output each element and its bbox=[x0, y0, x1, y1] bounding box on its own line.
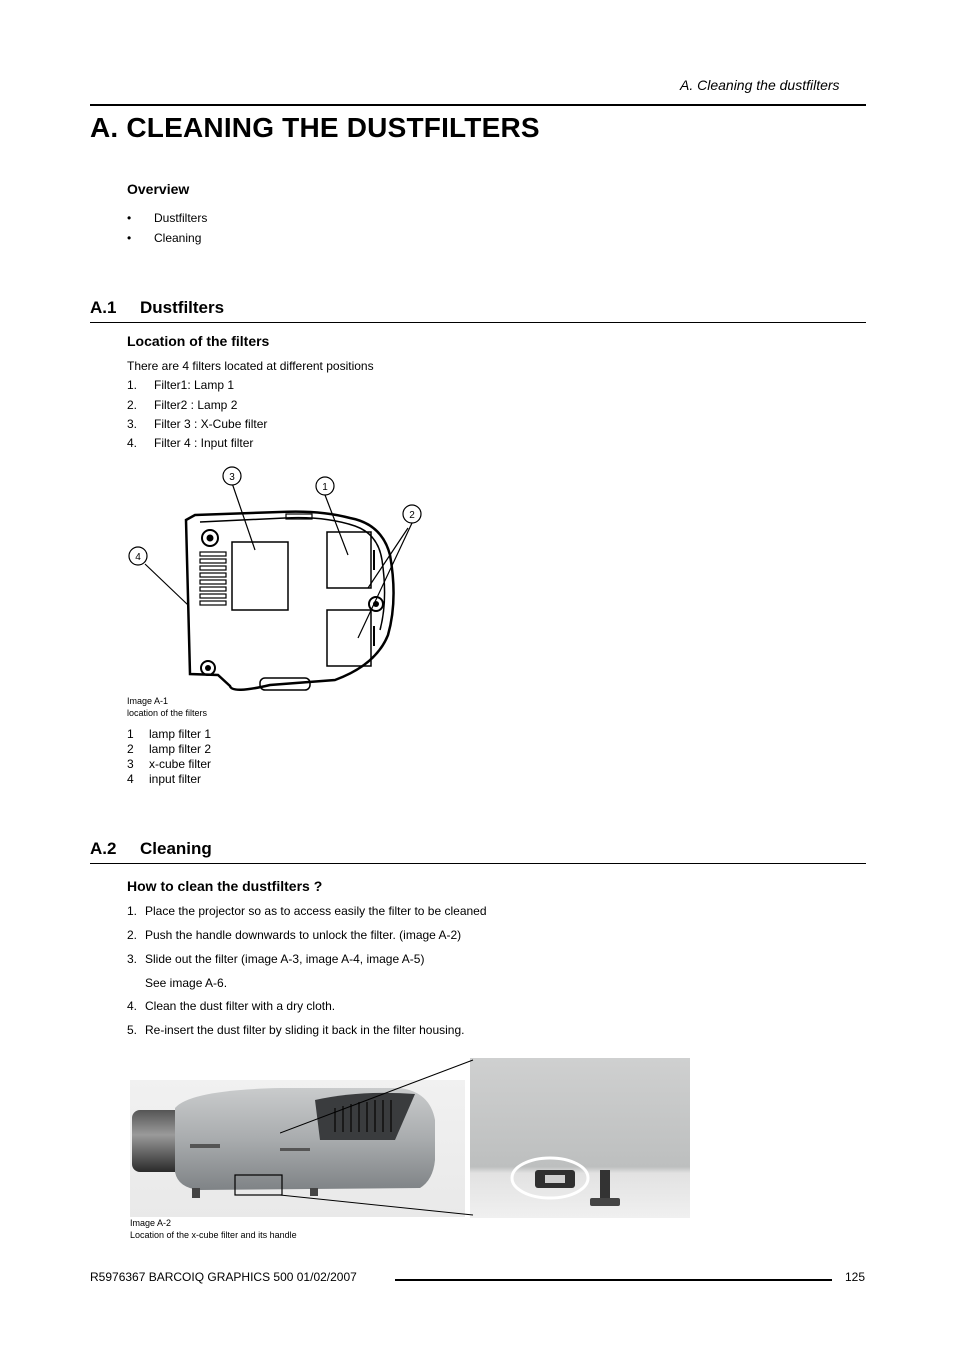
filter-handle-closeup-photo bbox=[470, 1058, 690, 1218]
callout-4: 4 bbox=[135, 552, 141, 563]
location-subheading: Location of the filters bbox=[127, 333, 270, 349]
closeup-illustration bbox=[470, 1058, 690, 1218]
callout-3: 3 bbox=[229, 472, 235, 483]
figure-a2-caption: Image A-2 Location of the x-cube filter and its handle bbox=[130, 1218, 297, 1240]
section-heading-a2: A.2 Cleaning bbox=[90, 839, 212, 858]
header-rule bbox=[90, 104, 866, 106]
footer-doc-info: R5976367 BARCOIQ GRAPHICS 500 01/02/2007 bbox=[90, 1270, 357, 1284]
footer-rule bbox=[395, 1279, 832, 1281]
overview-heading: Overview bbox=[127, 181, 190, 197]
foot-center bbox=[207, 535, 214, 542]
zoom-lines bbox=[280, 1058, 475, 1218]
section-heading-a1: A.1 Dustfilters bbox=[90, 298, 225, 317]
location-intro: There are 4 filters located at different positions bbox=[127, 359, 374, 373]
running-header: A. Cleaning the dustfilters bbox=[680, 77, 840, 93]
chapter-title: A. CLEANING THE DUSTFILTERS bbox=[90, 112, 540, 143]
foot-center bbox=[205, 665, 211, 671]
page-number: 125 bbox=[845, 1270, 866, 1284]
bullet: • bbox=[127, 211, 132, 225]
projector-underside-drawing bbox=[120, 460, 440, 700]
figure-a1-caption: Image A-1 location of the filters bbox=[127, 696, 208, 718]
callout-1: 1 bbox=[322, 482, 328, 493]
bullet: • bbox=[127, 231, 132, 245]
section-rule bbox=[90, 322, 866, 323]
cleaning-subheading: How to clean the dustfilters ? bbox=[127, 878, 323, 894]
section-rule bbox=[90, 863, 866, 864]
callout-2: 2 bbox=[409, 510, 415, 521]
